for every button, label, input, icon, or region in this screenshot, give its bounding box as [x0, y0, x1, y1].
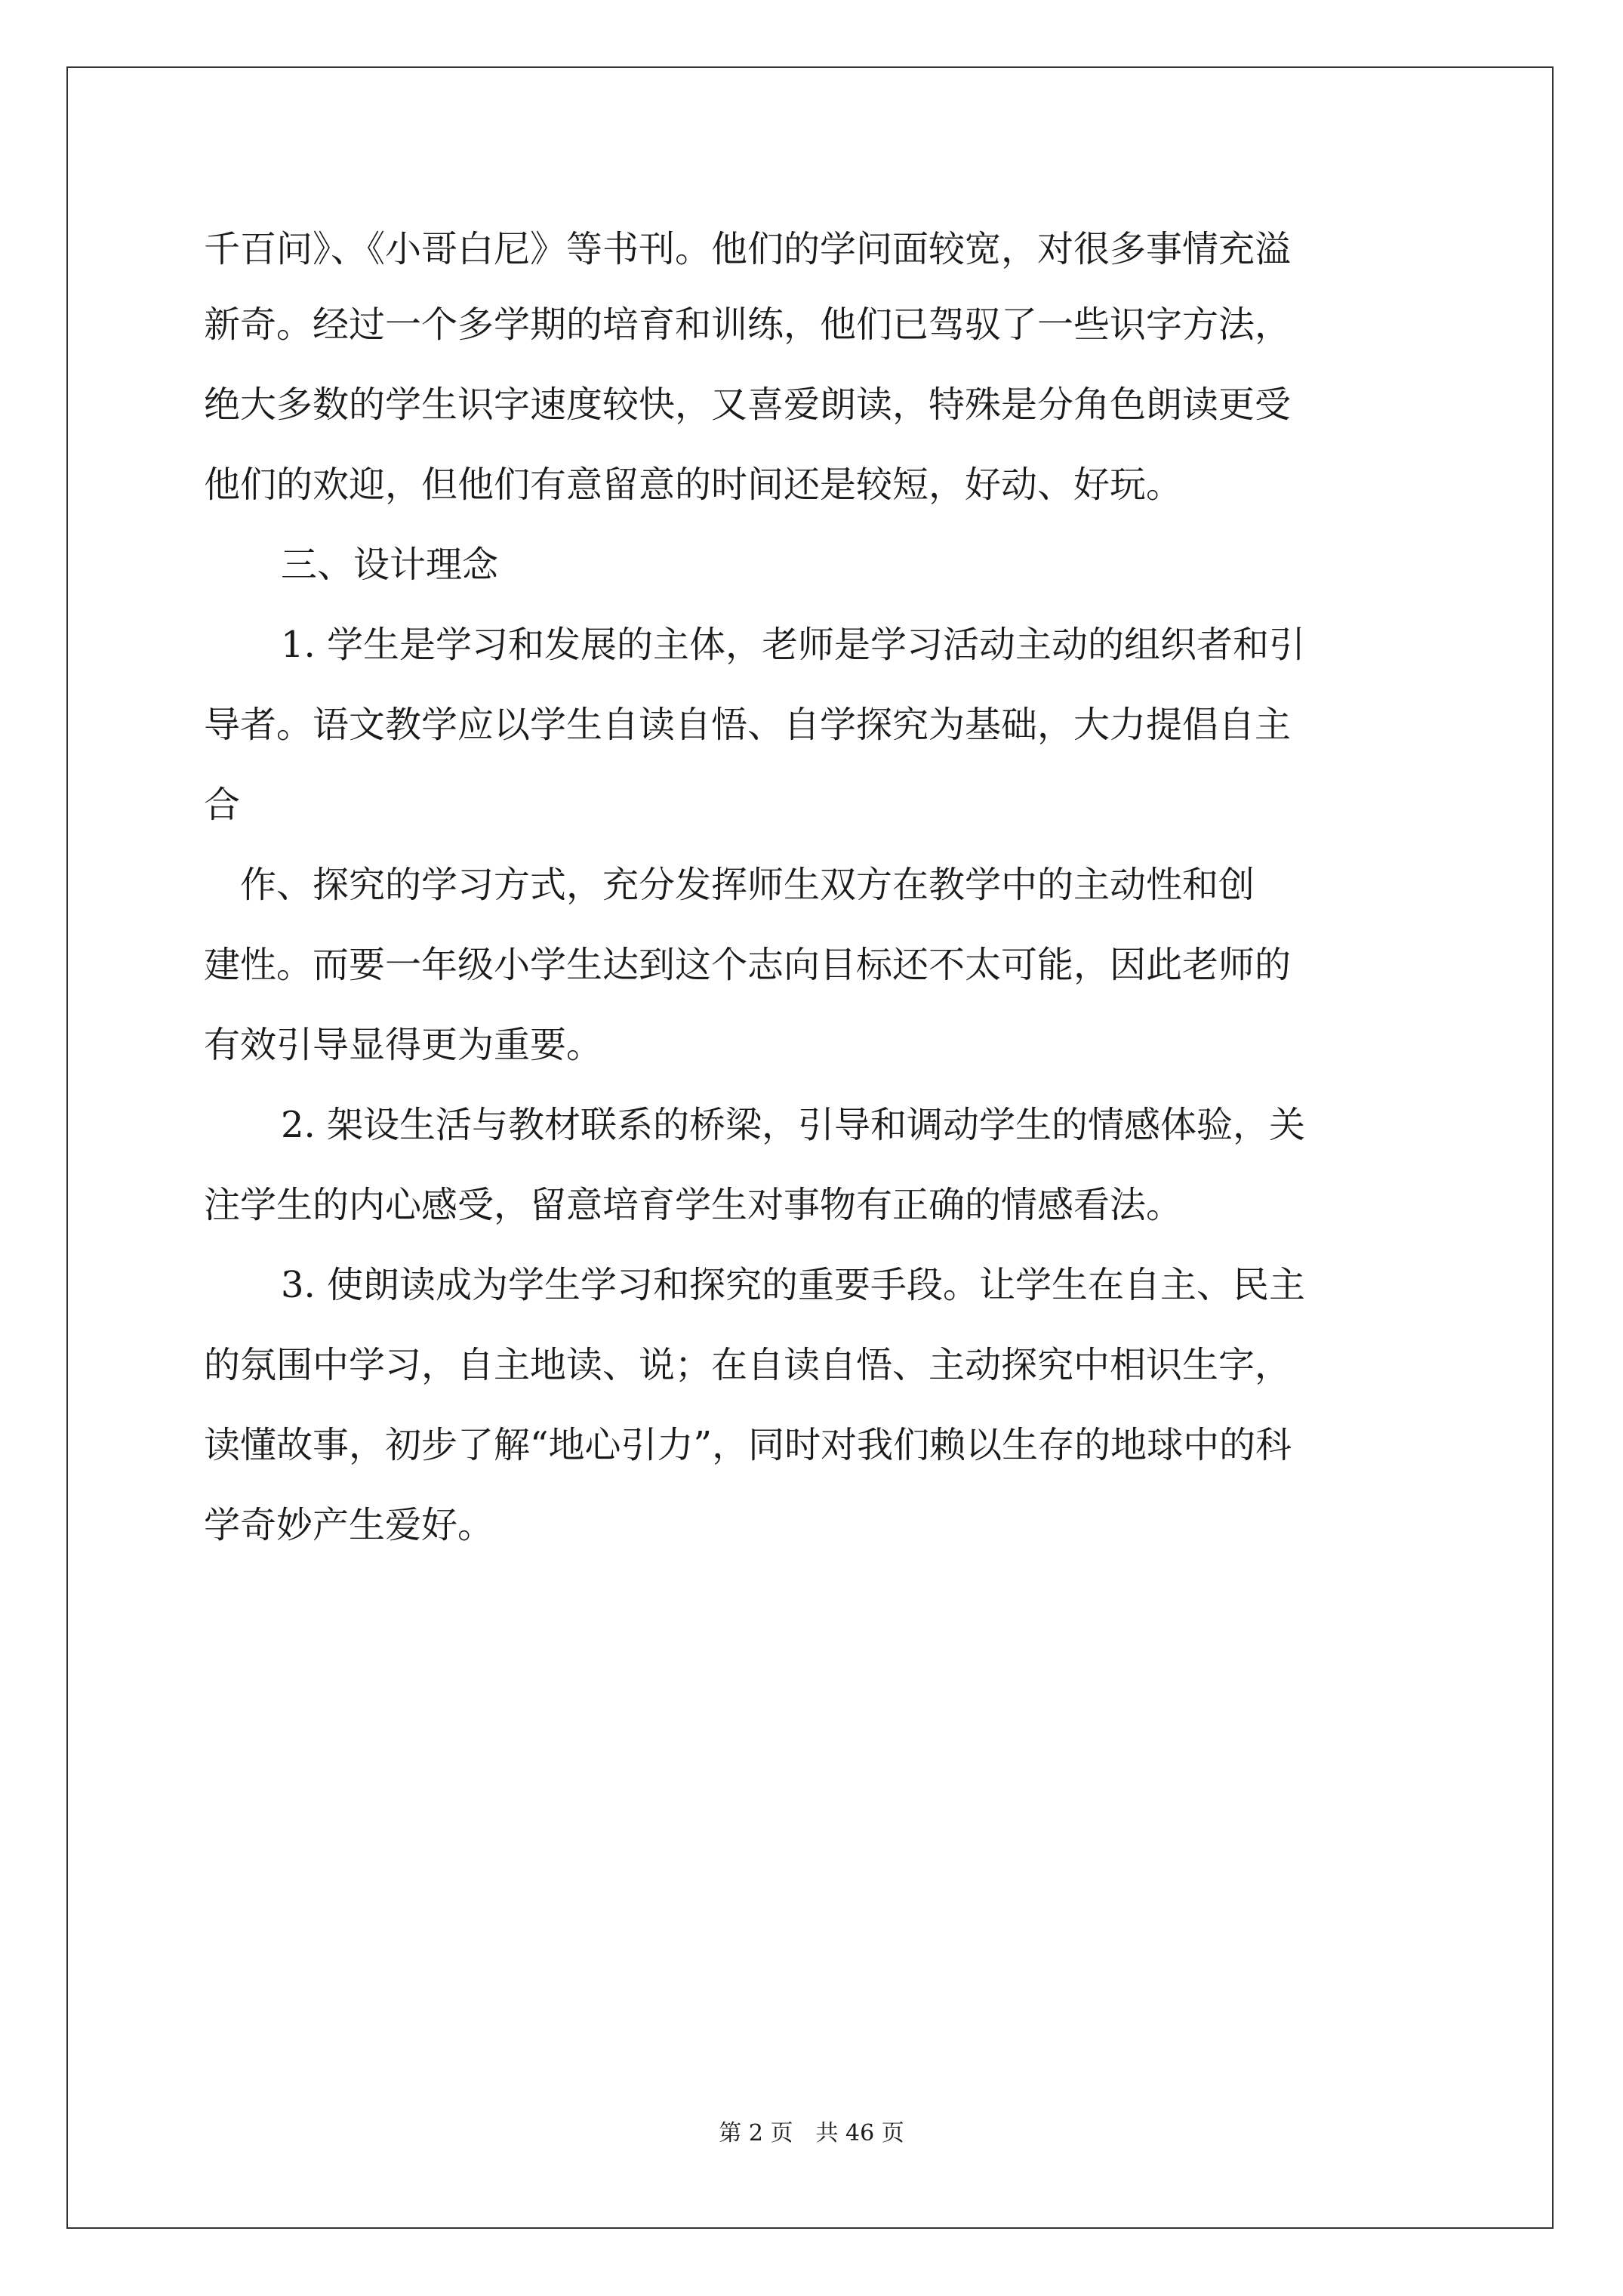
body-text-line: 有效引导显得更为重要。 — [204, 1024, 603, 1066]
body-text-line: 建性。而要一年级小学生达到这个志向目标还不太可能，因此老师的 — [204, 944, 1292, 986]
body-text-line: 导者。语文教学应以学生自读自悟、自学探究为基础，大力提倡自主 — [204, 704, 1292, 746]
body-text-line: 绝大多数的学生识字速度较快，又喜爱朗读，特殊是分角色朗读更受 — [204, 384, 1292, 426]
body-text-line: 学奇妙产生爱好。 — [204, 1504, 494, 1546]
body-text-line: 合 — [204, 784, 241, 826]
body-text-line: 新奇。经过一个多学期的培育和训练，他们已驾驭了一些识字方法， — [204, 304, 1292, 346]
body-text-line: 的氛围中学习，自主地读、说；在自读自悟、主动探究中相识生字， — [204, 1344, 1292, 1386]
section-heading: 三、设计理念 — [281, 544, 499, 586]
page-number-footer: 第 2 页 共 46 页 — [719, 2120, 904, 2147]
body-text-line: 2. 架设生活与教材联系的桥梁，引导和调动学生的情感体验，关 — [281, 1104, 1306, 1146]
body-text-line: 他们的欢迎，但他们有意留意的时间还是较短，好动、好玩。 — [204, 464, 1183, 506]
body-text-line: 注学生的内心感受，留意培育学生对事物有正确的情感看法。 — [204, 1184, 1183, 1226]
body-text-line: 读懂故事，初步了解“地心引力”，同时对我们赖以生存的地球中的科 — [204, 1424, 1292, 1466]
body-text-line: 作、探究的学习方式，充分发挥师生双方在教学中的主动性和创 — [240, 864, 1255, 906]
body-text-line: 3. 使朗读成为学生学习和探究的重要手段。让学生在自主、民主 — [281, 1264, 1306, 1306]
body-text-line: 1. 学生是学习和发展的主体，老师是学习活动主动的组织者和引 — [281, 624, 1306, 666]
body-text-line: 千百问》、《小哥白尼》等书刊。他们的学问面较宽，对很多事情充溢 — [204, 228, 1292, 270]
